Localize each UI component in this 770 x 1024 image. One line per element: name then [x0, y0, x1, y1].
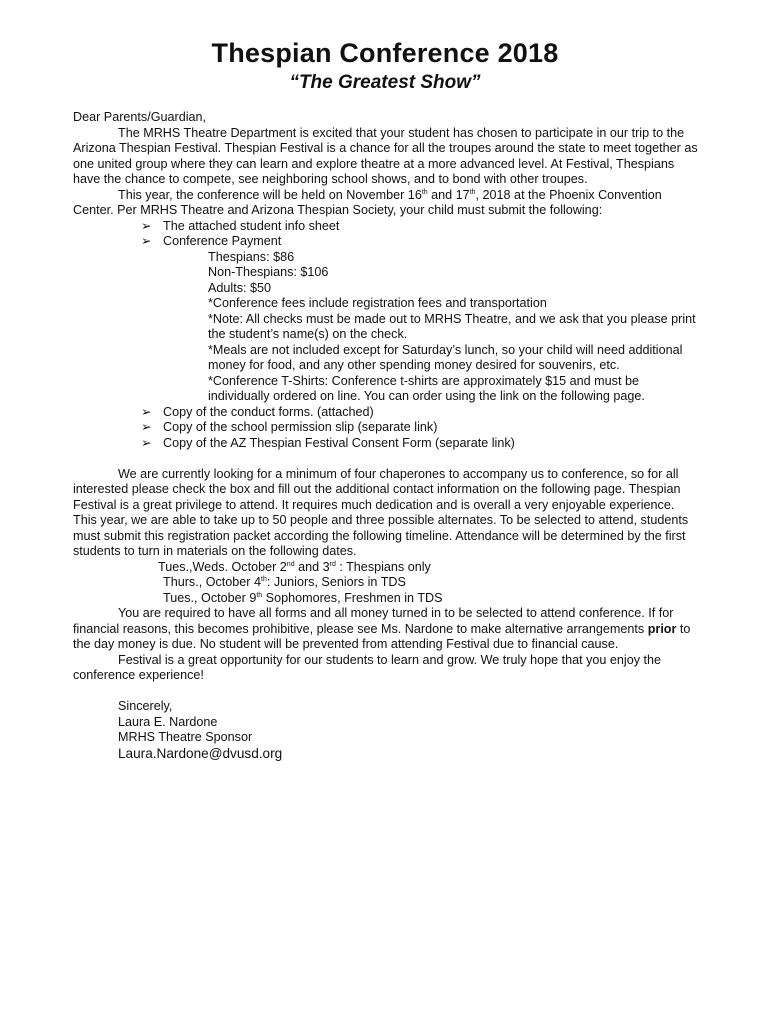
- arrow-bullet-icon: ➢: [141, 404, 152, 419]
- signature-email: Laura.Nardone@dvusd.org: [118, 745, 283, 761]
- requirements-text: to the day money is due. No student will be prevented from attending Festival due to financial cause.: [73, 621, 691, 651]
- list-item: [73, 436, 701, 452]
- paragraph-closing: Festival is a great opportunity for our students to learn and grow. We truly hope that you enjoy the conference experience!: [73, 652, 662, 682]
- timeline-sophomores-freshmen: [73, 591, 701, 607]
- dates-sup-1: th: [421, 188, 428, 196]
- paragraph-intro: The MRHS Theatre Department is excited that your student has chosen to participate in our trip to the Arizona Thespian Festival. Thespian Festival is a chance for all the troupes around the state to meet together as one united group where they can learn and explore theatre at a more advanced level. At Festival, Thespians have the chance to compete, see neighboring school shows, and to bond with other troupes.: [73, 125, 698, 186]
- timeline-text: Tues.,Weds. October 2: [158, 559, 287, 574]
- paragraph-requirements: [73, 606, 701, 653]
- payment-note-checks: *Note: All checks must be made out to MRHS Theatre, and we ask that you please print the student’s name(s) on the check.: [208, 311, 696, 341]
- requirement-permission-slip: Copy of the school permission slip (separate link): [163, 420, 438, 434]
- payment-note-tshirts: *Conference T-Shirts: Conference t-shirts are approximately $15 and must be individually ordered on line. You can order using the link on the following page.: [208, 373, 645, 403]
- requirements-list-continued: [73, 405, 701, 452]
- timeline-text: Sophomores, Freshmen in TDS: [262, 590, 443, 605]
- timeline-juniors-seniors: [73, 575, 701, 591]
- requirements-bold-prior: prior: [647, 621, 677, 636]
- closing-sincerely: Sincerely,: [118, 699, 173, 713]
- timeline-text: and 3: [294, 559, 330, 574]
- timeline-text: : Juniors, Seniors in TDS: [266, 575, 406, 589]
- requirement-conduct-forms: Copy of the conduct forms. (attached): [163, 404, 374, 419]
- dates-text-a: This year, the conference will be held on November 16: [118, 187, 422, 202]
- timeline-thespians: [73, 560, 701, 576]
- paragraph-conference-dates: [73, 188, 701, 219]
- timeline-text: : Thespians only: [335, 559, 431, 574]
- list-item: [73, 234, 701, 250]
- payment-thespians: Thespians: $86: [208, 249, 295, 264]
- payment-note-fees: *Conference fees include registration fees and transportation: [208, 296, 547, 310]
- list-item: [73, 405, 701, 421]
- timeline-text: Thurs., October 4: [163, 575, 261, 589]
- timeline-sup: th: [261, 576, 267, 583]
- arrow-bullet-icon: ➢: [141, 435, 152, 450]
- requirement-conference-payment: Conference Payment: [163, 234, 282, 248]
- signature-name: Laura E. Nardone: [118, 714, 218, 729]
- signature-title: MRHS Theatre Sponsor: [118, 730, 253, 744]
- arrow-bullet-icon: ➢: [141, 218, 152, 233]
- dates-text-b: and 17: [427, 187, 470, 202]
- document-subtitle: “The Greatest Show”: [289, 72, 481, 93]
- document-title: Thespian Conference 2018: [211, 38, 559, 68]
- paragraph-chaperones: We are currently looking for a minimum of four chaperones to accompany us to conference, so for all interested please check the box and fill out the additional contact information on the following page. Thespian Festival is a great privilege to attend. It requires much dedication and is overall a very enjoyable experience. This year, we are able to take up to 50 people and three possible alternates. To be selected to attend, students must submit this registration packet according the following timeline. Attendance will be determined by the first students to turn in materials on the following dates.: [73, 466, 689, 558]
- dates-text-c: , 2018 at the Phoenix Convention Center. Per MRHS Theatre and Arizona Thespian Society, your child must submit the following:: [73, 187, 662, 217]
- requirement-student-info: The attached student info sheet: [163, 218, 340, 233]
- arrow-bullet-icon: ➢: [141, 420, 152, 434]
- requirement-consent-form: Copy of the AZ Thespian Festival Consent Form (separate link): [163, 435, 515, 450]
- payment-adults: Adults: $50: [208, 280, 272, 295]
- list-item: [73, 219, 701, 235]
- payment-note-meals: *Meals are not included except for Saturday’s lunch, so your child will need additional money for food, and any other spending money desired for souvenirs, etc.: [208, 342, 683, 372]
- payment-non-thespians: Non-Thespians: $106: [208, 265, 329, 279]
- requirements-text: You are required to have all forms and all money turned in to be selected to attend conference. If for financial reasons, this becomes prohibitive, please see Ms. Nardone to make alternative arrangements: [73, 606, 674, 636]
- timeline-sup: th: [256, 591, 263, 599]
- timeline-text: Tues., October 9: [163, 590, 257, 605]
- arrow-bullet-icon: ➢: [141, 234, 152, 248]
- dates-sup-2: th: [469, 188, 476, 196]
- timeline-sup: rd: [329, 560, 336, 568]
- timeline-sup: nd: [286, 560, 295, 568]
- letter-body: [73, 110, 701, 761]
- salutation: Dear Parents/Guardian,: [73, 110, 207, 124]
- list-item: [73, 420, 701, 436]
- requirements-list: [73, 219, 701, 250]
